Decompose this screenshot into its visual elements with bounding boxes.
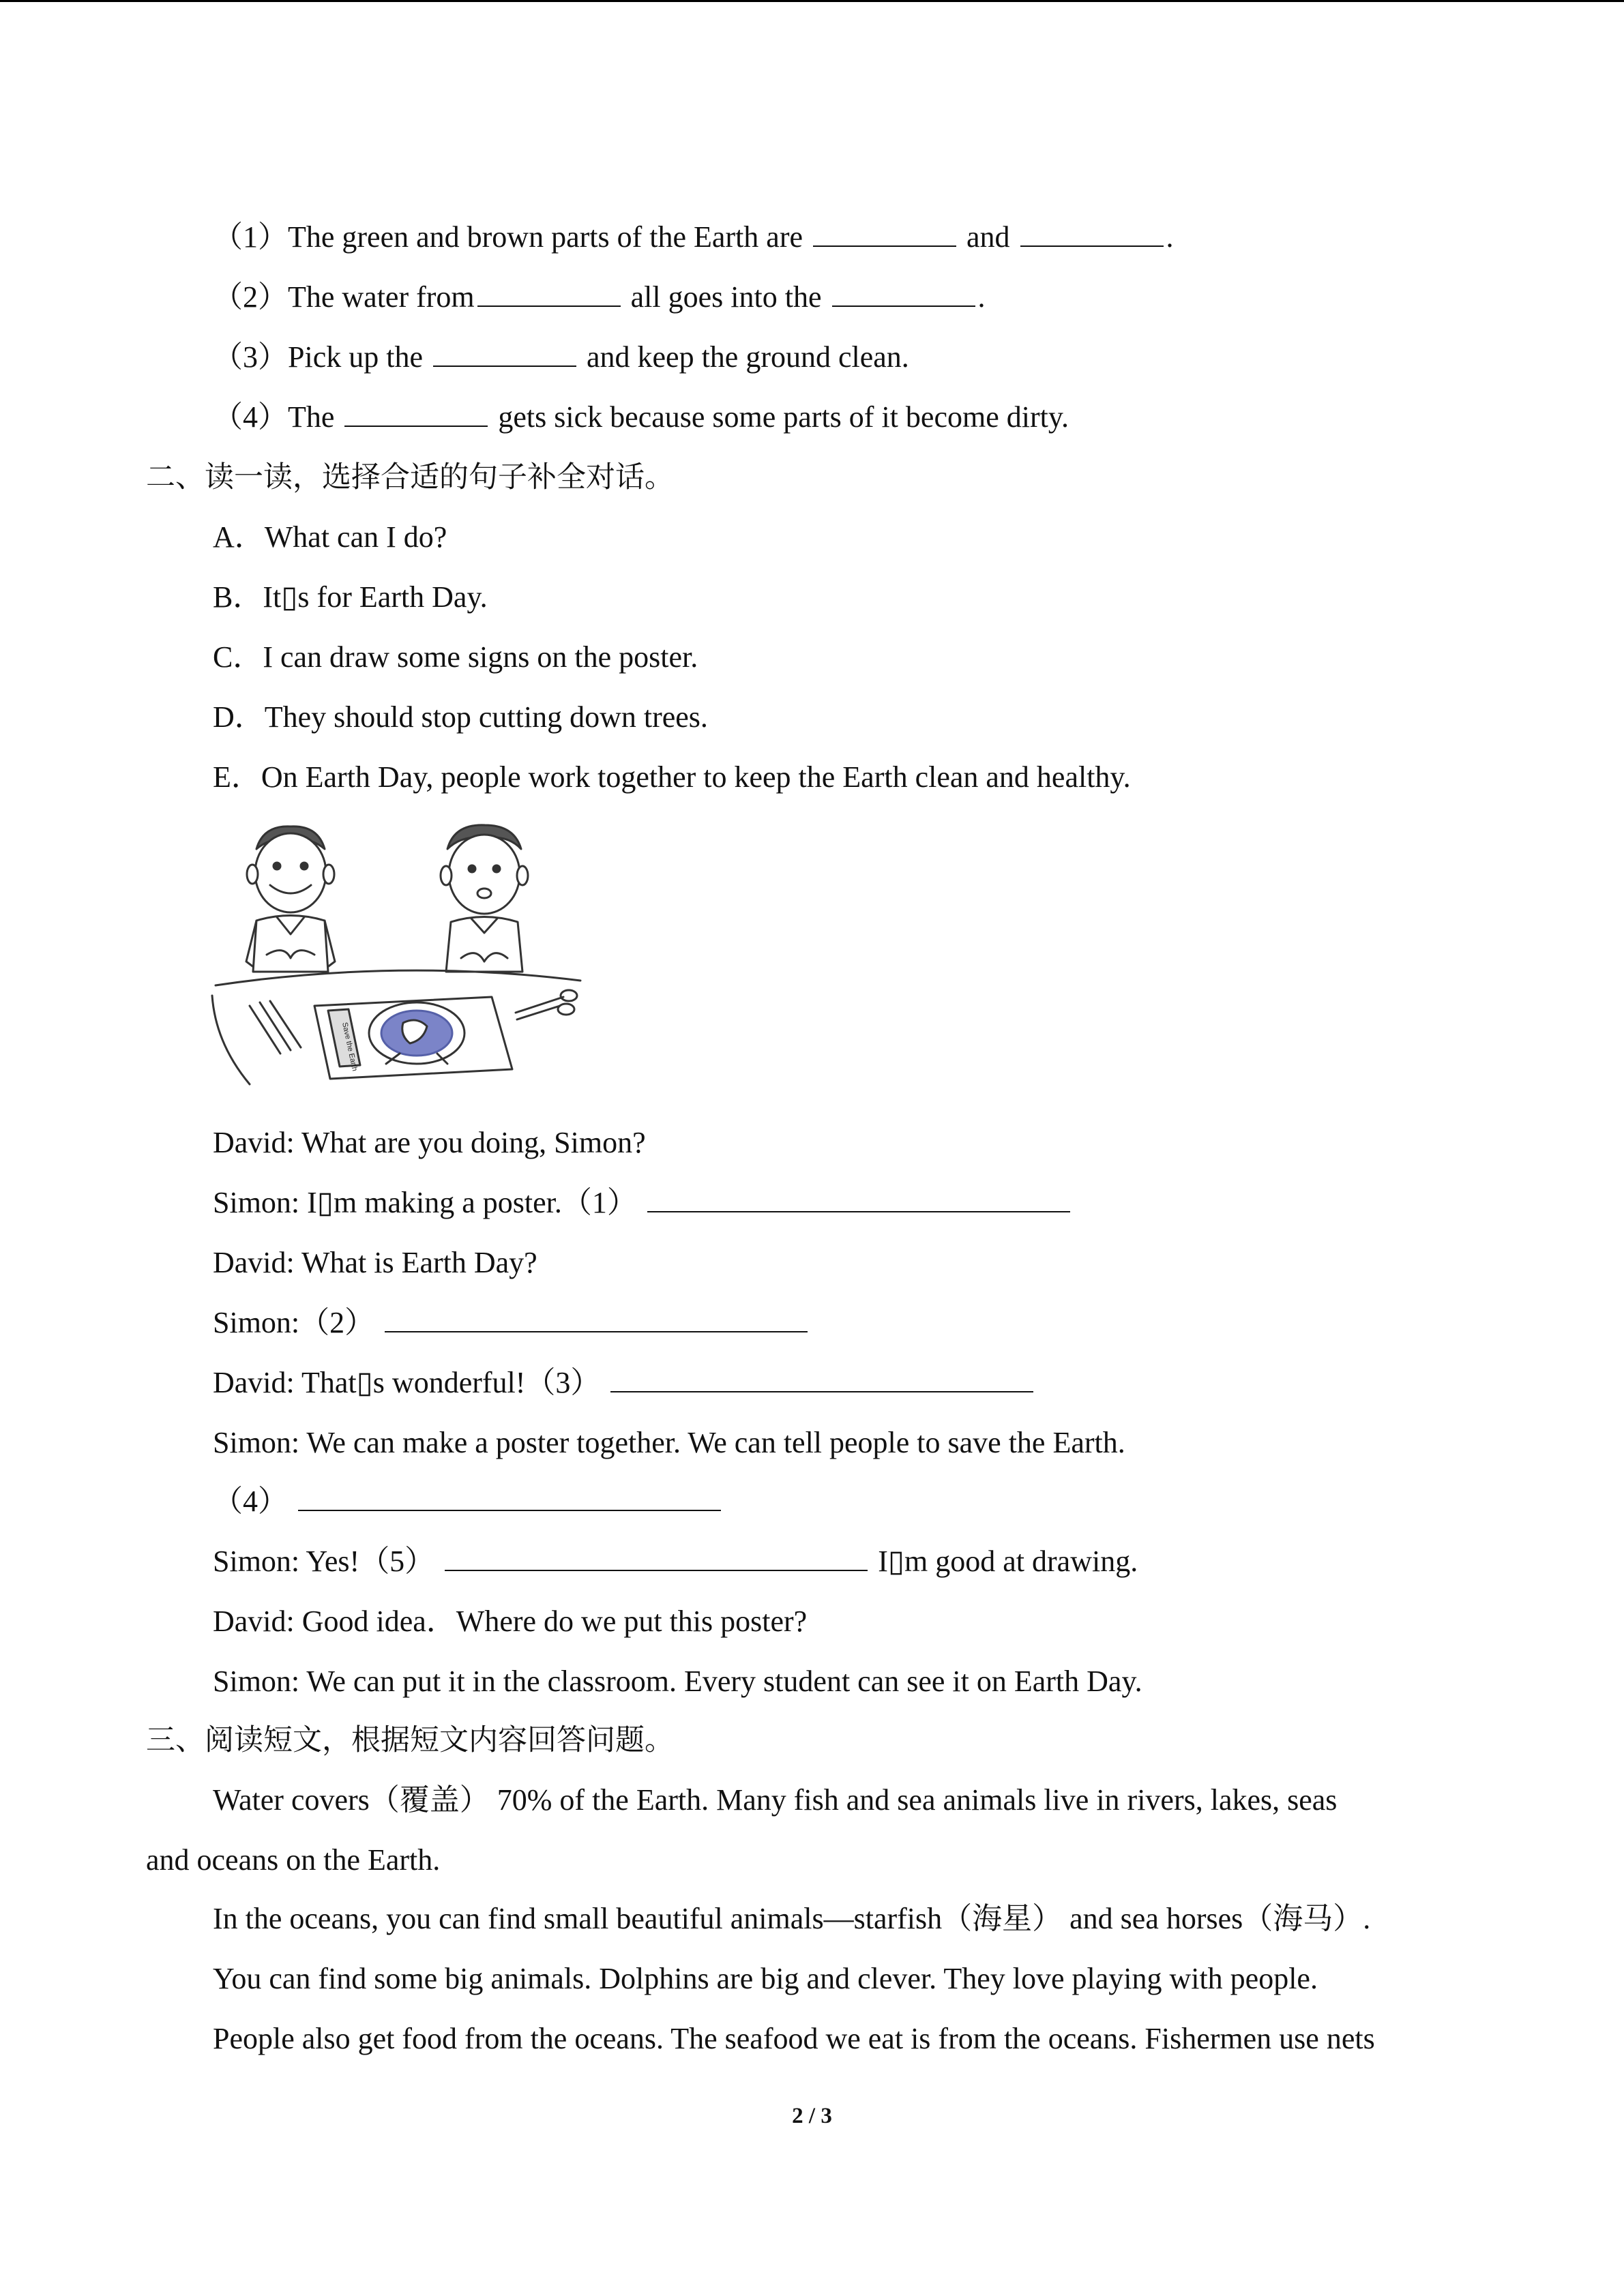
item-text: . [1166,220,1174,254]
page-number: 2 / 3 [792,2104,832,2128]
fill-in-item-4 [213,397,1069,438]
boys-making-poster-illustration [209,818,588,1088]
top-border-rule [0,0,1624,2]
answer-blank[interactable] [385,1304,808,1332]
left-boy-figure [246,826,335,972]
passage-paragraph-1: Water covers（覆盖） 70% of the Earth. Many fish and sea animals live in rivers, lakes, seas [213,1783,1338,1817]
dialogue-line-2 [213,1182,1073,1223]
dialogue-line-6: Simon: We can make a poster together. We can tell people to save the Earth. [213,1426,1125,1459]
pencils [250,1001,301,1054]
answer-blank[interactable] [298,1482,721,1511]
section-2-heading: 二、读一读，选择合适的句子补全对话。 [146,460,674,494]
item-text: The [288,400,335,434]
dialogue-line-10: Simon: We can put it in the classroom. Every student can see it on Earth Day. [213,1665,1142,1698]
fill-in-item-3 [213,337,909,378]
item-number: （2） [213,280,288,314]
item-text: and keep the ground clean. [586,340,909,374]
item-text: gets sick because some parts of it become dirty. [498,400,1069,434]
dialogue-line-5 [213,1362,1036,1403]
dialogue-line-4 [213,1302,810,1343]
answer-blank[interactable] [1020,218,1164,247]
item-text: The green and brown parts of the Earth are [288,220,803,254]
answer-blank[interactable] [647,1184,1070,1212]
answer-blank[interactable] [445,1542,868,1571]
dialogue-line-1: David: What are you doing, Simon? [213,1126,646,1159]
answer-blank[interactable] [610,1364,1033,1392]
option-b: B．It▯s for Earth Day. [213,580,488,614]
option-d: D．They should stop cutting down trees. [213,700,708,734]
right-boy-figure [441,825,528,972]
dialogue-line-9: David: Good idea．Where do we put this poster? [213,1605,808,1638]
item-text: and [966,220,1010,254]
answer-blank[interactable] [477,278,621,307]
fill-in-item-1 [213,217,1174,258]
item-text: all goes into the [630,280,822,314]
option-e: E．On Earth Day, people work together to keep the Earth clean and healthy. [213,760,1131,794]
dialogue-text: （4） [213,1485,288,1518]
item-text: Pick up the [288,340,423,374]
scissors [516,990,577,1019]
passage-paragraph-2: In the oceans, you can find small beautiful animals—starfish（海星） and sea horses（海马）. [213,1902,1371,1935]
item-text: The water from [288,280,475,314]
passage-paragraph-3: You can find some big animals. Dolphins are big and clever. They love playing with people. [213,1962,1318,1995]
option-c: C．I can draw some signs on the poster. [213,640,698,674]
item-text: . [977,280,986,314]
passage-paragraph-4: People also get food from the oceans. The seafood we eat is from the oceans. Fishermen use nets [213,2022,1375,2055]
dialogue-text: Simon:（2） [213,1306,375,1339]
dialogue-text: Simon: I▯m making a poster.（1） [213,1186,637,1219]
poster-label: Save the Earth [340,1022,359,1072]
dialogue-text: I▯m good at drawing. [878,1545,1138,1578]
answer-blank[interactable] [344,398,488,427]
dialogue-line-8 [213,1541,1138,1582]
passage-paragraph-1-cont: and oceans on the Earth. [146,1843,441,1877]
dialogue-line-3: David: What is Earth Day? [213,1246,537,1279]
item-number: （3） [213,340,288,374]
option-a: A．What can I do? [213,520,447,554]
fill-in-item-2 [213,277,986,318]
item-number: （1） [213,220,288,254]
answer-blank[interactable] [813,218,956,247]
answer-blank[interactable] [433,338,576,367]
item-number: （4） [213,400,288,434]
answer-blank[interactable] [832,278,975,307]
section-3-heading: 三、阅读短文，根据短文内容回答问题。 [146,1723,674,1757]
dialogue-text: Simon: Yes!（5） [213,1545,435,1578]
dialogue-line-7 [213,1481,724,1522]
dialogue-text: David: That▯s wonderful!（3） [213,1366,601,1399]
